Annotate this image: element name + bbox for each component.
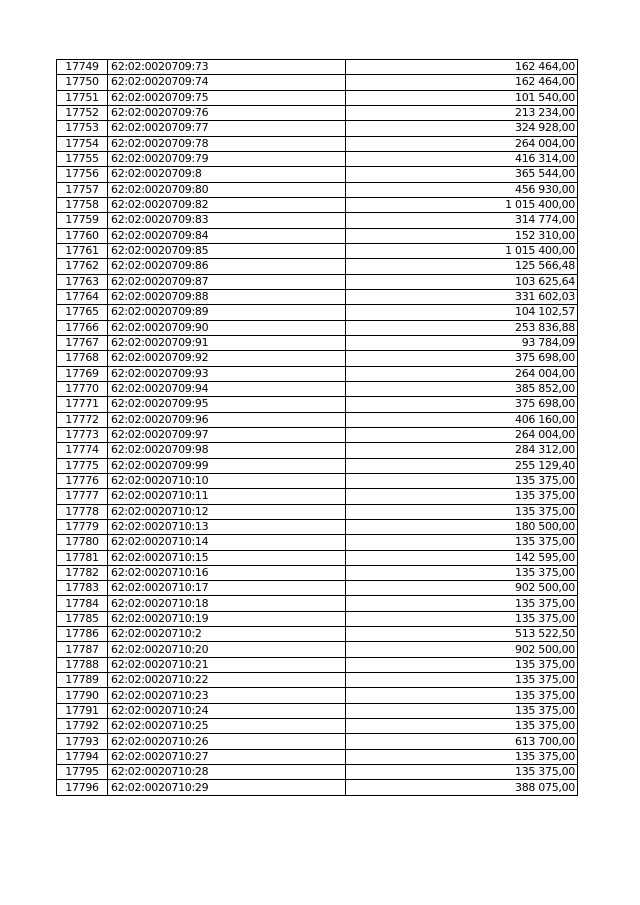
table-row [57,627,578,642]
row-number-cell: 17767 [57,335,108,350]
table-row [57,243,578,258]
cadastral-number-cell: 62:02:0020710:22 [108,673,346,688]
cadastral-value-cell: 255 129,40 [346,458,578,473]
cadastral-number-cell: 62:02:0020710:15 [108,550,346,565]
cadastral-value-cell: 180 500,00 [346,519,578,534]
cadastral-number-cell: 62:02:0020710:14 [108,535,346,550]
row-number-cell: 17791 [57,703,108,718]
row-number-cell: 17795 [57,765,108,780]
cadastral-number-cell: 62:02:0020710:24 [108,703,346,718]
cadastral-number-cell: 62:02:0020710:26 [108,734,346,749]
cadastral-value-cell: 385 852,00 [346,381,578,396]
table-row [57,519,578,534]
cadastral-number-cell: 62:02:0020710:25 [108,719,346,734]
cadastral-value-cell: 331 602,03 [346,289,578,304]
table-row [57,90,578,105]
cadastral-number-cell: 62:02:0020709:83 [108,213,346,228]
table-body [57,60,578,796]
cadastral-value-cell: 513 522,50 [346,627,578,642]
cadastral-number-cell: 62:02:0020709:97 [108,427,346,442]
table-row [57,596,578,611]
cadastral-value-cell: 162 464,00 [346,75,578,90]
cadastral-number-cell: 62:02:0020709:89 [108,305,346,320]
table-row [57,673,578,688]
row-number-cell: 17771 [57,397,108,412]
table-row [57,427,578,442]
row-number-cell: 17775 [57,458,108,473]
cadastral-number-cell: 62:02:0020709:78 [108,136,346,151]
table-row [57,351,578,366]
cadastral-number-cell: 62:02:0020709:85 [108,243,346,258]
cadastral-number-cell: 62:02:0020710:2 [108,627,346,642]
cadastral-value-cell: 264 004,00 [346,366,578,381]
row-number-cell: 17776 [57,473,108,488]
table-row [57,228,578,243]
row-number-cell: 17794 [57,749,108,764]
table-row [57,688,578,703]
row-number-cell: 17796 [57,780,108,795]
cadastral-number-cell: 62:02:0020710:20 [108,642,346,657]
row-number-cell: 17779 [57,519,108,534]
table-row [57,473,578,488]
row-number-cell: 17766 [57,320,108,335]
row-number-cell: 17788 [57,657,108,672]
cadastral-value-cell: 135 375,00 [346,749,578,764]
row-number-cell: 17753 [57,121,108,136]
cadastral-value-cell: 135 375,00 [346,565,578,580]
cadastral-value-cell: 135 375,00 [346,473,578,488]
row-number-cell: 17789 [57,673,108,688]
cadastral-value-cell: 162 464,00 [346,60,578,75]
cadastral-number-cell: 62:02:0020710:19 [108,611,346,626]
row-number-cell: 17783 [57,581,108,596]
cadastral-value-cell: 365 544,00 [346,167,578,182]
cadastral-value-cell: 135 375,00 [346,703,578,718]
row-number-cell: 17755 [57,151,108,166]
table-row [57,504,578,519]
table-row [57,734,578,749]
table-row [57,765,578,780]
row-number-cell: 17759 [57,213,108,228]
cadastral-value-cell: 375 698,00 [346,397,578,412]
cadastral-number-cell: 62:02:0020709:73 [108,60,346,75]
row-number-cell: 17781 [57,550,108,565]
table-row [57,703,578,718]
cadastral-number-cell: 62:02:0020710:23 [108,688,346,703]
cadastral-value-cell: 284 312,00 [346,443,578,458]
cadastral-number-cell: 62:02:0020710:16 [108,565,346,580]
cadastral-value-cell: 456 930,00 [346,182,578,197]
cadastral-number-cell: 62:02:0020710:21 [108,657,346,672]
cadastral-value-cell: 264 004,00 [346,427,578,442]
cadastral-value-cell: 135 375,00 [346,489,578,504]
cadastral-number-cell: 62:02:0020709:99 [108,458,346,473]
row-number-cell: 17758 [57,197,108,212]
cadastral-value-cell: 314 774,00 [346,213,578,228]
cadastral-number-cell: 62:02:0020710:29 [108,780,346,795]
table-row [57,366,578,381]
row-number-cell: 17752 [57,105,108,120]
cadastral-number-cell: 62:02:0020709:75 [108,90,346,105]
row-number-cell: 17787 [57,642,108,657]
cadastral-value-cell: 324 928,00 [346,121,578,136]
cadastral-number-cell: 62:02:0020709:88 [108,289,346,304]
table-row [57,305,578,320]
cadastral-value-cell: 93 784,09 [346,335,578,350]
cadastral-number-cell: 62:02:0020709:80 [108,182,346,197]
cadastral-value-cell: 135 375,00 [346,611,578,626]
table-row [57,780,578,795]
cadastral-value-cell: 142 595,00 [346,550,578,565]
cadastral-value-cell: 135 375,00 [346,719,578,734]
row-number-cell: 17764 [57,289,108,304]
table-row [57,443,578,458]
cadastral-value-cell: 152 310,00 [346,228,578,243]
table-row [57,75,578,90]
cadastral-number-cell: 62:02:0020709:87 [108,274,346,289]
table-row [57,565,578,580]
table-row [57,412,578,427]
cadastral-number-cell: 62:02:0020709:90 [108,320,346,335]
cadastral-number-cell: 62:02:0020710:13 [108,519,346,534]
row-number-cell: 17784 [57,596,108,611]
row-number-cell: 17780 [57,535,108,550]
table-row [57,105,578,120]
table-row [57,458,578,473]
row-number-cell: 17786 [57,627,108,642]
cadastral-number-cell: 62:02:0020710:18 [108,596,346,611]
cadastral-value-cell: 104 102,57 [346,305,578,320]
cadastral-value-cell: 135 375,00 [346,596,578,611]
row-number-cell: 17774 [57,443,108,458]
table-row [57,749,578,764]
table-row [57,381,578,396]
cadastral-value-cell: 902 500,00 [346,581,578,596]
cadastral-value-cell: 103 625,64 [346,274,578,289]
table-row [57,535,578,550]
row-number-cell: 17790 [57,688,108,703]
cadastral-number-cell: 62:02:0020709:82 [108,197,346,212]
cadastral-number-cell: 62:02:0020709:94 [108,381,346,396]
row-number-cell: 17757 [57,182,108,197]
row-number-cell: 17770 [57,381,108,396]
row-number-cell: 17793 [57,734,108,749]
cadastral-value-cell: 613 700,00 [346,734,578,749]
table-row [57,320,578,335]
row-number-cell: 17760 [57,228,108,243]
row-number-cell: 17751 [57,90,108,105]
cadastral-value-cell: 375 698,00 [346,351,578,366]
cadastral-value-cell: 101 540,00 [346,90,578,105]
cadastral-number-cell: 62:02:0020709:86 [108,259,346,274]
cadastral-number-cell: 62:02:0020710:12 [108,504,346,519]
table-row [57,151,578,166]
cadastral-value-table [56,59,578,796]
row-number-cell: 17777 [57,489,108,504]
cadastral-value-cell: 135 375,00 [346,657,578,672]
cadastral-value-cell: 416 314,00 [346,151,578,166]
cadastral-number-cell: 62:02:0020710:10 [108,473,346,488]
row-number-cell: 17792 [57,719,108,734]
row-number-cell: 17761 [57,243,108,258]
cadastral-number-cell: 62:02:0020710:28 [108,765,346,780]
cadastral-number-cell: 62:02:0020709:79 [108,151,346,166]
cadastral-value-cell: 125 566,48 [346,259,578,274]
cadastral-number-cell: 62:02:0020709:76 [108,105,346,120]
cadastral-number-cell: 62:02:0020709:91 [108,335,346,350]
table-row [57,397,578,412]
row-number-cell: 17754 [57,136,108,151]
table-row [57,121,578,136]
cadastral-value-cell: 1 015 400,00 [346,197,578,212]
cadastral-number-cell: 62:02:0020710:17 [108,581,346,596]
row-number-cell: 17768 [57,351,108,366]
cadastral-number-cell: 62:02:0020709:98 [108,443,346,458]
table-row [57,167,578,182]
table-row [57,719,578,734]
row-number-cell: 17750 [57,75,108,90]
cadastral-value-cell: 902 500,00 [346,642,578,657]
cadastral-value-cell: 388 075,00 [346,780,578,795]
table-row [57,611,578,626]
cadastral-number-cell: 62:02:0020709:93 [108,366,346,381]
table-row [57,657,578,672]
cadastral-value-cell: 135 375,00 [346,535,578,550]
cadastral-value-cell: 135 375,00 [346,504,578,519]
cadastral-number-cell: 62:02:0020709:84 [108,228,346,243]
row-number-cell: 17773 [57,427,108,442]
cadastral-number-cell: 62:02:0020710:27 [108,749,346,764]
table-row [57,197,578,212]
row-number-cell: 17749 [57,60,108,75]
cadastral-number-cell: 62:02:0020709:95 [108,397,346,412]
cadastral-number-cell: 62:02:0020709:92 [108,351,346,366]
row-number-cell: 17769 [57,366,108,381]
row-number-cell: 17782 [57,565,108,580]
row-number-cell: 17762 [57,259,108,274]
table-row [57,213,578,228]
row-number-cell: 17763 [57,274,108,289]
cadastral-number-cell: 62:02:0020709:77 [108,121,346,136]
cadastral-value-cell: 406 160,00 [346,412,578,427]
table-row [57,489,578,504]
table-row [57,581,578,596]
table-row [57,259,578,274]
cadastral-value-cell: 264 004,00 [346,136,578,151]
cadastral-number-cell: 62:02:0020709:96 [108,412,346,427]
table-row [57,274,578,289]
cadastral-value-cell: 135 375,00 [346,765,578,780]
table-row [57,642,578,657]
table-row [57,60,578,75]
row-number-cell: 17756 [57,167,108,182]
table-row [57,550,578,565]
cadastral-value-cell: 135 375,00 [346,673,578,688]
table-row [57,136,578,151]
cadastral-value-cell: 135 375,00 [346,688,578,703]
row-number-cell: 17778 [57,504,108,519]
cadastral-value-cell: 213 234,00 [346,105,578,120]
cadastral-value-cell: 253 836,88 [346,320,578,335]
table-row [57,335,578,350]
cadastral-number-cell: 62:02:0020709:74 [108,75,346,90]
table-row [57,182,578,197]
cadastral-value-cell: 1 015 400,00 [346,243,578,258]
row-number-cell: 17765 [57,305,108,320]
cadastral-number-cell: 62:02:0020709:8 [108,167,346,182]
table-row [57,289,578,304]
cadastral-number-cell: 62:02:0020710:11 [108,489,346,504]
row-number-cell: 17772 [57,412,108,427]
row-number-cell: 17785 [57,611,108,626]
